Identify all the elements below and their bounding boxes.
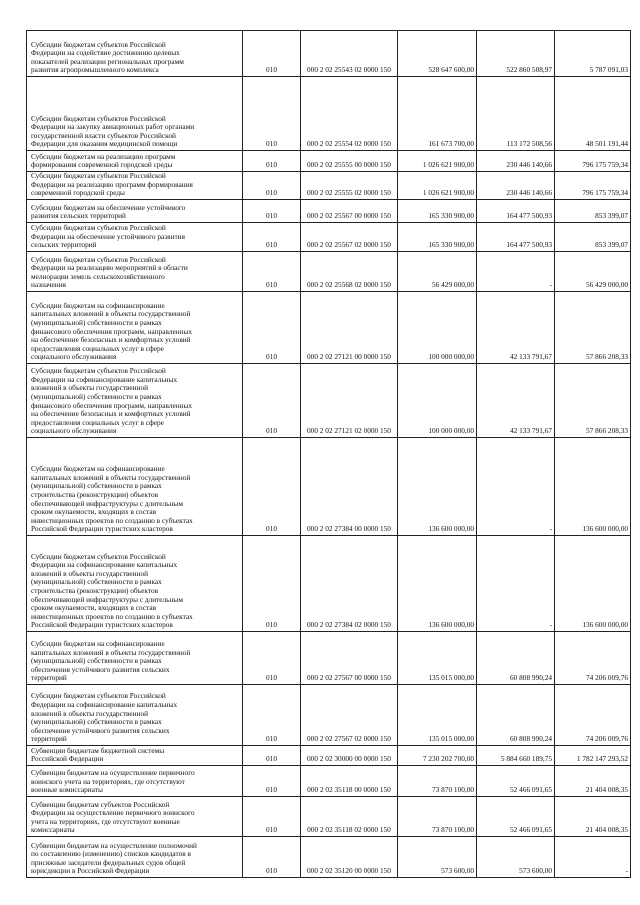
table-row (27, 31, 631, 77)
description-line: Субсидии бюджетам на софинансирование (31, 639, 165, 649)
description-line: предоставления социальных услуг в сфере (31, 343, 164, 353)
row-budget-classification-code: 000 2 02 30000 00 0000 150 (301, 746, 398, 766)
description-line: формирования современной городской среды (31, 160, 173, 170)
row-line-code: 010 (243, 632, 301, 685)
description-line: Федерации на софинансирование капитальных (31, 700, 178, 710)
row-description (27, 632, 243, 685)
description-line: сельских территорий (31, 240, 97, 250)
description-line: Субсидии бюджетам на обеспечение устойчивого (31, 202, 186, 212)
row-unexecuted-amount: 136 600 000,00 (555, 536, 631, 632)
row-budget-classification-code: 000 2 02 35118 00 0000 150 (301, 766, 398, 797)
description-line: Субсидии бюджетам субъектов Российской (31, 691, 166, 701)
description-line: финансового обеспечения программ, направленных (31, 400, 193, 410)
description-line: предоставления социальных услуг в сфере (31, 417, 164, 427)
description-line: капитальных вложений в объекты государственной (31, 647, 191, 657)
description-line: обеспечивающей инфраструктуры с длительным (31, 594, 183, 604)
row-description (27, 685, 243, 746)
description-line: сроком окупаемости, входящих в состав (31, 507, 157, 517)
description-line: Федерации на содействие достижению целевых (31, 48, 180, 58)
row-executed-amount: 5 884 660 189,75 (477, 746, 555, 766)
description-line: Федерации на софинансирование капитальных (31, 374, 178, 384)
row-description (27, 746, 243, 766)
row-approved-amount: 161 673 700,00 (398, 77, 477, 151)
row-budget-classification-code: 000 2 02 25554 02 0000 150 (301, 77, 398, 151)
row-approved-amount: 1 026 621 900,00 (398, 172, 477, 200)
row-budget-classification-code: 000 2 02 27121 02 0000 150 (301, 364, 398, 438)
description-line: Федерации на реализацию программ формирования (31, 179, 193, 189)
row-line-code: 010 (243, 172, 301, 200)
table-row (27, 172, 631, 200)
row-description (27, 151, 243, 172)
row-line-code: 010 (243, 685, 301, 746)
description-line: сроком окупаемости, входящих в состав (31, 603, 157, 613)
description-line: Субсидии бюджетам субъектов Российской (31, 39, 166, 49)
description-line: Субсидии бюджетам на софинансирование (31, 300, 165, 310)
row-executed-amount: 522 860 508,97 (477, 31, 555, 77)
row-line-code: 010 (243, 364, 301, 438)
description-line: (муниципальной) собственности в рамках (31, 481, 162, 491)
description-line: Российской Федерации туристских кластеров (31, 620, 173, 630)
row-line-code: 010 (243, 536, 301, 632)
description-line: Субсидии бюджетам субъектов Российской (31, 171, 166, 181)
row-executed-amount: 164 477 500,93 (477, 223, 555, 252)
row-executed-amount: 60 808 990,24 (477, 632, 555, 685)
table-body (27, 31, 631, 878)
row-line-code: 010 (243, 200, 301, 223)
row-budget-classification-code: 000 2 02 25567 02 0000 150 (301, 223, 398, 252)
row-approved-amount: 56 429 000,00 (398, 252, 477, 292)
row-approved-amount: 135 015 000,00 (398, 632, 477, 685)
table-row (27, 797, 631, 837)
description-line: Субвенции бюджетам бюджетной системы (31, 745, 165, 755)
description-line: Субсидии бюджетам на реализацию программ (31, 151, 176, 161)
table-row (27, 200, 631, 223)
description-line: (муниципальной) собственности в рамках (31, 717, 162, 727)
description-line: Федерации для оказания медицинской помощи (31, 139, 178, 149)
row-unexecuted-amount: 21 404 008,35 (555, 797, 631, 837)
row-description (27, 364, 243, 438)
description-line: Субвенции бюджетам на осуществление полномочий (31, 840, 197, 850)
row-description (27, 438, 243, 536)
row-line-code: 010 (243, 438, 301, 536)
row-description (27, 536, 243, 632)
row-line-code: 010 (243, 252, 301, 292)
row-approved-amount: 528 647 600,00 (398, 31, 477, 77)
row-description (27, 77, 243, 151)
row-executed-amount: 230 446 140,66 (477, 151, 555, 172)
description-line: комиссариаты (31, 825, 75, 835)
row-unexecuted-amount: 21 404 008,35 (555, 766, 631, 797)
description-line: Федерации на осуществление первичного воинского (31, 808, 195, 818)
description-line: Субсидии бюджетам субъектов Российской (31, 223, 166, 233)
row-unexecuted-amount: 796 175 759,34 (555, 151, 631, 172)
description-line: Субвенции бюджетам на осуществление первичного (31, 768, 195, 778)
row-approved-amount: 100 000 000,00 (398, 292, 477, 364)
row-executed-amount: 52 466 091,65 (477, 797, 555, 837)
row-unexecuted-amount: 57 866 208,33 (555, 292, 631, 364)
description-line: назначения (31, 280, 66, 290)
description-line: (муниципальной) собственности в рамках (31, 318, 162, 328)
row-line-code: 010 (243, 746, 301, 766)
description-line: социального обслуживания (31, 352, 117, 362)
row-description (27, 797, 243, 837)
row-budget-classification-code: 000 2 02 27121 00 0000 150 (301, 292, 398, 364)
description-line: на обеспечение безопасных и комфортных условий (31, 409, 191, 419)
table-row (27, 252, 631, 292)
description-line: строительства (реконструкции) объектов (31, 586, 159, 596)
row-line-code: 010 (243, 766, 301, 797)
row-unexecuted-amount: 853 399,07 (555, 223, 631, 252)
row-line-code: 010 (243, 151, 301, 172)
description-line: инвестиционных проектов по созданию в субъектах (31, 611, 193, 621)
row-approved-amount: 7 230 202 700,00 (398, 746, 477, 766)
description-line: Субсидии бюджетам на софинансирование (31, 464, 165, 474)
description-line: капитальных вложений в объекты государственной (31, 309, 191, 319)
row-unexecuted-amount: 74 206 009,76 (555, 685, 631, 746)
description-line: развития сельских территорий (31, 211, 126, 221)
table-row (27, 438, 631, 536)
table-row (27, 223, 631, 252)
row-description (27, 31, 243, 77)
row-approved-amount: 135 015 000,00 (398, 685, 477, 746)
row-approved-amount: 136 600 000,00 (398, 438, 477, 536)
row-executed-amount: 113 172 508,56 (477, 77, 555, 151)
description-line: обеспечивающей инфраструктуры с длительным (31, 498, 183, 508)
description-line: присяжные заседатели федеральных судов общей (31, 857, 186, 867)
row-budget-classification-code: 000 2 02 25543 02 0000 150 (301, 31, 398, 77)
row-unexecuted-amount: 74 206 009,76 (555, 632, 631, 685)
row-budget-classification-code: 000 2 02 27384 02 0000 150 (301, 536, 398, 632)
row-executed-amount: 164 477 500,93 (477, 200, 555, 223)
row-description (27, 252, 243, 292)
description-line: Федерации на софинансирование капитальных (31, 560, 178, 570)
row-description (27, 837, 243, 878)
description-line: Российской Федерации туристских кластеров (31, 524, 173, 534)
description-line: Федерации на закупку авиационных работ органами (31, 122, 195, 132)
row-executed-amount: 52 466 091,65 (477, 766, 555, 797)
budget-execution-table-page (26, 30, 630, 878)
description-line: социального обслуживания (31, 426, 117, 436)
row-budget-classification-code: 000 2 02 27384 00 0000 150 (301, 438, 398, 536)
table-row (27, 364, 631, 438)
row-line-code: 010 (243, 292, 301, 364)
row-line-code: 010 (243, 797, 301, 837)
row-budget-classification-code: 000 2 02 35120 00 0000 150 (301, 837, 398, 878)
description-line: вложений в объекты государственной (31, 708, 149, 718)
row-approved-amount: 73 870 100,00 (398, 766, 477, 797)
description-line: строительства (реконструкции) объектов (31, 490, 159, 500)
row-unexecuted-amount: - (555, 837, 631, 878)
row-executed-amount: 60 808 990,24 (477, 685, 555, 746)
row-unexecuted-amount: 1 782 147 293,52 (555, 746, 631, 766)
description-line: современной городской среды (31, 188, 125, 198)
row-unexecuted-amount: 796 175 759,34 (555, 172, 631, 200)
row-budget-classification-code: 000 2 02 27567 00 0000 150 (301, 632, 398, 685)
description-line: (муниципальной) собственности в рамках (31, 392, 162, 402)
row-line-code: 010 (243, 837, 301, 878)
row-unexecuted-amount: 853 399,07 (555, 200, 631, 223)
row-description (27, 200, 243, 223)
description-line: государственной власти субъектов Российской (31, 130, 176, 140)
row-executed-amount: - (477, 252, 555, 292)
table-row (27, 292, 631, 364)
row-executed-amount: - (477, 438, 555, 536)
row-approved-amount: 73 870 100,00 (398, 797, 477, 837)
row-unexecuted-amount: 57 866 208,33 (555, 364, 631, 438)
description-line: вложений в объекты государственной (31, 383, 149, 393)
description-line: на обеспечение безопасных и комфортных условий (31, 335, 191, 345)
description-line: территорий (31, 734, 67, 744)
row-approved-amount: 165 330 900,00 (398, 200, 477, 223)
row-executed-amount: - (477, 536, 555, 632)
description-line: (муниципальной) собственности в рамках (31, 656, 162, 666)
row-executed-amount: 42 133 791,67 (477, 292, 555, 364)
row-unexecuted-amount: 5 787 091,03 (555, 31, 631, 77)
row-description (27, 766, 243, 797)
description-line: Субсидии бюджетам субъектов Российской (31, 113, 166, 123)
table-row (27, 766, 631, 797)
table-row (27, 536, 631, 632)
row-budget-classification-code: 000 2 02 35118 02 0000 150 (301, 797, 398, 837)
row-description (27, 172, 243, 200)
description-line: по составлению (изменению) списков кандидатов в (31, 849, 191, 859)
row-budget-classification-code: 000 2 02 27567 02 0000 150 (301, 685, 398, 746)
table-row (27, 151, 631, 172)
row-approved-amount: 165 330 900,00 (398, 223, 477, 252)
table-row (27, 685, 631, 746)
row-budget-classification-code: 000 2 02 25555 00 0000 150 (301, 151, 398, 172)
table-row (27, 746, 631, 766)
row-description (27, 292, 243, 364)
description-line: Субсидии бюджетам субъектов Российской (31, 254, 166, 264)
row-budget-classification-code: 000 2 02 25567 00 0000 150 (301, 200, 398, 223)
description-line: территорий (31, 673, 67, 683)
row-executed-amount: 573 600,00 (477, 837, 555, 878)
row-unexecuted-amount: 48 501 191,44 (555, 77, 631, 151)
description-line: воинского учета на территориях, где отсутствуют (31, 776, 185, 786)
description-line: обеспечения устойчивого развития сельских (31, 664, 170, 674)
row-approved-amount: 1 026 621 900,00 (398, 151, 477, 172)
description-line: Субсидии бюджетам субъектов Российской (31, 551, 166, 561)
row-executed-amount: 230 446 140,66 (477, 172, 555, 200)
description-line: развития агропромышленного комплекса (31, 65, 159, 75)
row-approved-amount: 573 600,00 (398, 837, 477, 878)
description-line: вложений в объекты государственной (31, 568, 149, 578)
description-line: Федерации на реализацию мероприятий в области (31, 263, 188, 273)
row-description (27, 223, 243, 252)
description-line: инвестиционных проектов по созданию в субъектах (31, 515, 193, 525)
description-line: показателей реализации региональных программ (31, 56, 184, 66)
description-line: мелиорации земель сельскохозяйственного (31, 271, 165, 281)
row-executed-amount: 42 133 791,67 (477, 364, 555, 438)
row-unexecuted-amount: 136 600 000,00 (555, 438, 631, 536)
row-unexecuted-amount: 56 429 000,00 (555, 252, 631, 292)
row-budget-classification-code: 000 2 02 25555 02 0000 150 (301, 172, 398, 200)
description-line: Федерации на обеспечение устойчивого развития (31, 231, 185, 241)
description-line: Субвенции бюджетам субъектов Российской (31, 799, 170, 809)
description-line: капитальных вложений в объекты государственной (31, 472, 191, 482)
description-line: юрисдикции в Российской Федерации (31, 866, 150, 876)
description-line: финансового обеспечения программ, направленных (31, 326, 193, 336)
description-line: учета на территориях, где отсутствуют военные (31, 816, 180, 826)
description-line: обеспечения устойчивого развития сельских (31, 725, 170, 735)
row-line-code: 010 (243, 223, 301, 252)
description-line: (муниципальной) собственности в рамках (31, 577, 162, 587)
description-line: Субсидии бюджетам субъектов Российской (31, 366, 166, 376)
description-line: Российской Федерации (31, 754, 104, 764)
description-line: военные комиссариаты (31, 785, 103, 795)
table-row (27, 837, 631, 878)
row-approved-amount: 100 000 000,00 (398, 364, 477, 438)
table-row (27, 632, 631, 685)
row-budget-classification-code: 000 2 02 25568 02 0000 150 (301, 252, 398, 292)
budget-revenue-table (26, 30, 631, 878)
table-row (27, 77, 631, 151)
row-line-code: 010 (243, 31, 301, 77)
row-approved-amount: 136 600 000,00 (398, 536, 477, 632)
row-line-code: 010 (243, 77, 301, 151)
